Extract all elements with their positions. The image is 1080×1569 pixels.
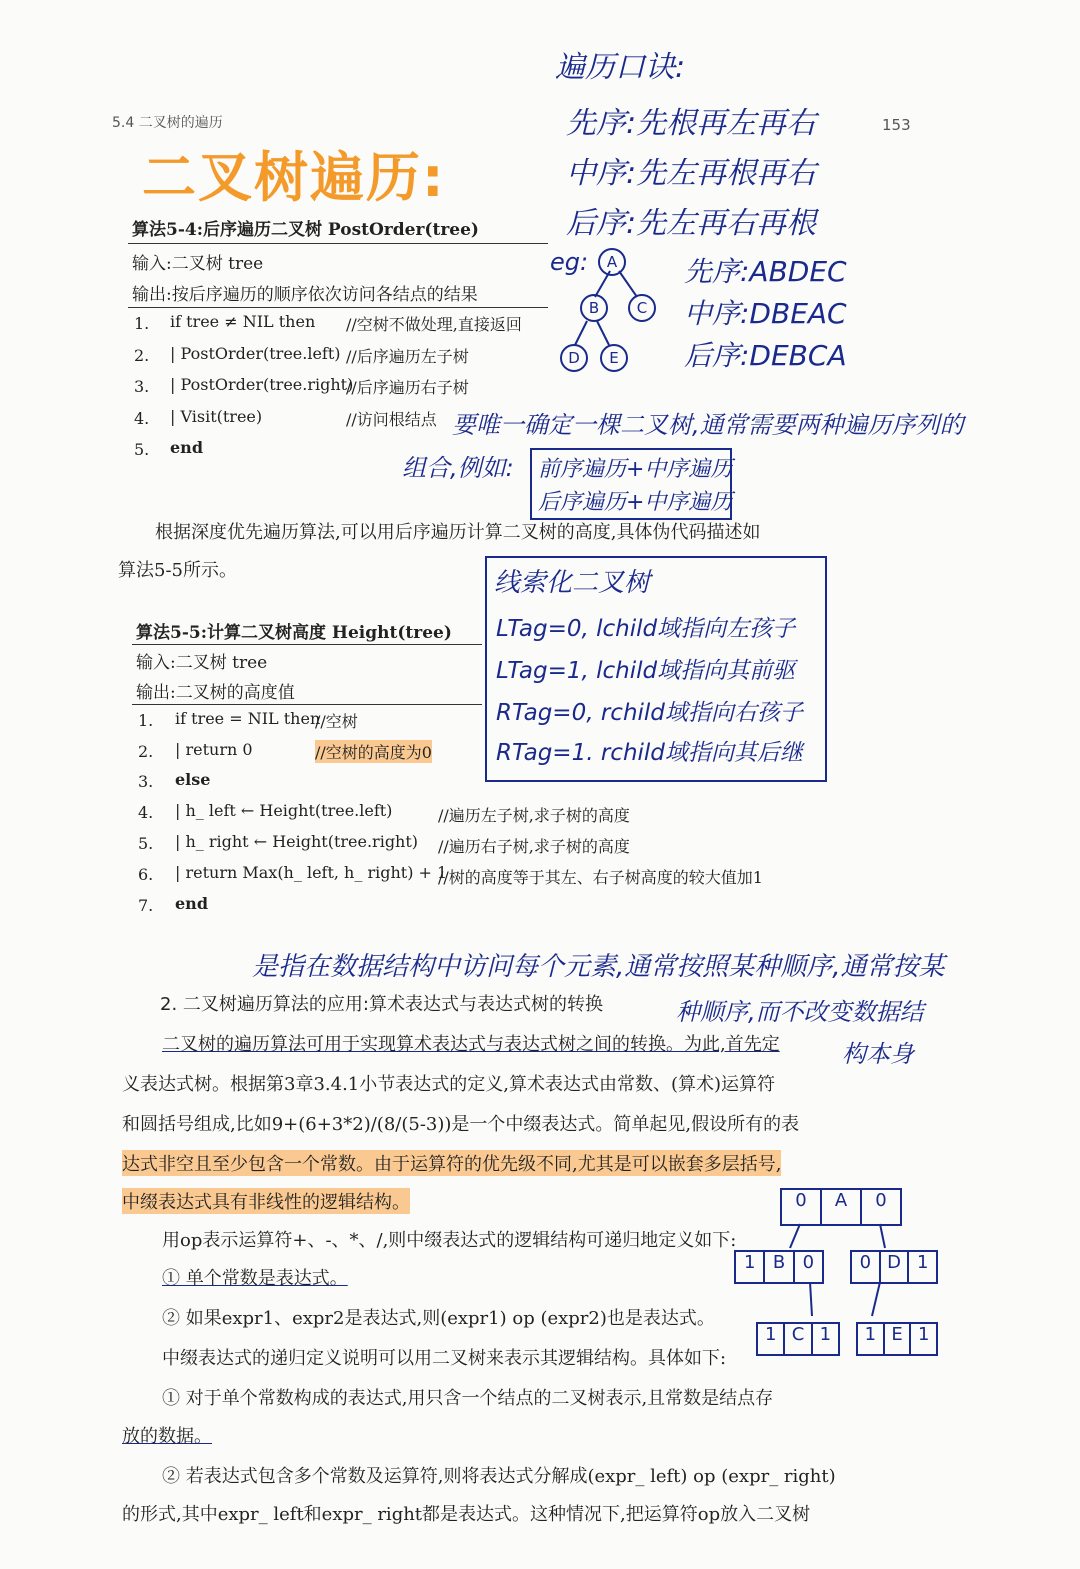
algo55-line-no: 2. xyxy=(138,742,154,761)
algo55-line-comment: //树的高度等于其左、右子树高度的较大值加1 xyxy=(438,868,763,887)
algo55-line-comment: //遍历左子树,求子树的高度 xyxy=(438,806,630,825)
array-cell: 1 xyxy=(764,1324,777,1345)
array-cell: 0 xyxy=(859,1252,872,1273)
para1-line2: 算法5-5所示。 xyxy=(118,560,237,581)
algo55-line-no: 6. xyxy=(138,865,154,884)
tree-node-e: E xyxy=(600,344,628,372)
array-cell: E xyxy=(883,1324,910,1354)
algo55-input: 输入:二叉树 tree xyxy=(136,653,268,673)
algo54-line-no: 4. xyxy=(134,409,150,428)
traverse-def-1: 是指在数据结构中访问每个元素,通常按照某种顺序,通常按某 xyxy=(252,952,945,982)
algo54-line-code: | PostOrder(tree.right) xyxy=(170,375,354,394)
combo-2: 后序遍历+中序遍历 xyxy=(538,490,733,515)
example-preorder: 先序:ABDEC xyxy=(684,255,847,288)
algo55-line-comment: //空树 xyxy=(315,712,358,731)
algo54-line-code: end xyxy=(170,438,203,457)
mnemonic-title: 遍历口诀: xyxy=(555,50,686,85)
algo54-line-comment: //访问根结点 xyxy=(346,410,437,429)
algo55-line-code: | return 0 xyxy=(175,740,253,759)
tree-node-c: C xyxy=(628,294,656,322)
algo55-title: 算法5-5:计算二叉树高度 Height(tree) xyxy=(136,623,452,643)
tree-node-d: D xyxy=(560,344,588,372)
algo55-top-rule xyxy=(132,644,482,645)
algo55-line-code: end xyxy=(175,894,208,913)
algo54-line-no: 3. xyxy=(134,377,150,396)
example-postorder: 后序:DEBCA xyxy=(684,339,847,372)
inorder-rule: 中序:先左再根再右 xyxy=(566,156,817,191)
algo55-line-code: | h_ right ← Height(tree.right) xyxy=(175,832,419,851)
algo55-mid-rule xyxy=(132,704,482,705)
algo55-line-comment: //遍历右子树,求子树的高度 xyxy=(438,837,630,856)
algo54-line-comment: //空树不做处理,直接返回 xyxy=(346,315,522,334)
array-cell: 1 xyxy=(743,1252,756,1273)
array-cell: A xyxy=(820,1190,860,1224)
algo54-line-no: 2. xyxy=(134,346,150,365)
p2-line1: 二叉树的遍历算法可用于实现算术表达式与表达式树之间的转换。为此,首先定 xyxy=(162,1034,780,1055)
array-cell: 1 xyxy=(864,1324,877,1345)
algo54-input: 输入:二叉树 tree xyxy=(132,254,264,274)
algo54-line-code: | PostOrder(tree.left) xyxy=(170,344,341,363)
p4-text: 中缀表达式的递归定义说明可以用二叉树来表示其逻辑结构。具体如下: xyxy=(162,1348,727,1369)
p4-item2-a: ② 若表达式包含多个常数及运算符,则将表达式分解成(expr_ left) op (expr_ right) xyxy=(162,1466,836,1487)
algo55-line-no: 7. xyxy=(138,896,154,915)
p2-line4: 达式非空且至少包含一个常数。由于运算符的优先级不同,尤其是可以嵌套多层括号, xyxy=(122,1150,781,1176)
algo55-output: 输出:二叉树的高度值 xyxy=(136,683,295,703)
algo54-line-code: if tree ≠ NIL then xyxy=(170,312,316,331)
algo54-line-no: 5. xyxy=(134,440,150,459)
thread-rule-4: RTag=1. rchild域指向其后继 xyxy=(496,740,803,766)
algo54-output: 输出:按后序遍历的顺序依次访问各结点的结果 xyxy=(132,285,478,305)
combo-1: 前序遍历+中序遍历 xyxy=(538,457,733,482)
p3-item1: ① 单个常数是表达式。 xyxy=(162,1268,348,1289)
tree-node-a: A xyxy=(598,248,626,276)
array-cell: 1 xyxy=(909,1324,936,1354)
algo54-line-no: 1. xyxy=(134,314,150,333)
p2-line3: 和圆括号组成,比如9+(6+3*2)/(8/(5-3))是一个中缀表达式。简单起见,假设所有的表 xyxy=(122,1114,800,1135)
algo54-title: 算法5-4:后序遍历二叉树 PostOrder(tree) xyxy=(132,220,479,240)
unique-note-2: 组合,例如: xyxy=(402,454,514,482)
algo55-line-code: | return Max(h_ left, h_ right) + 1 xyxy=(175,863,448,882)
algo55-line-no: 3. xyxy=(138,772,154,791)
thread-rule-2: LTag=1, lchild域指向其前驱 xyxy=(496,658,796,684)
unique-note-1: 要唯一确定一棵二叉树,通常需要两种遍历序列的 xyxy=(452,411,964,439)
thread-rule-1: LTag=0, lchild域指向左孩子 xyxy=(496,616,796,642)
node-array-bottom-left xyxy=(756,1322,840,1356)
p3-text: 用op表示运算符+、-、*、/,则中缀表达式的逻辑结构可递归地定义如下: xyxy=(162,1230,737,1251)
node-array-bottom-right xyxy=(856,1322,938,1356)
algo55-line-no: 4. xyxy=(138,803,154,822)
array-cell: 1 xyxy=(811,1324,838,1354)
p4-item1-a: ① 对于单个常数构成的表达式,用只含一个结点的二叉树表示,且常数是结点存 xyxy=(162,1388,774,1409)
algo55-line-no: 1. xyxy=(138,711,154,730)
thread-title: 线索化二叉树 xyxy=(494,568,651,598)
algo55-line-code: | h_ left ← Height(tree.left) xyxy=(175,801,393,820)
section-header: 5.4 二叉树的遍历 xyxy=(112,115,223,131)
algo55-line-code: else xyxy=(175,770,211,789)
p4-item2-b: 的形式,其中expr_ left和expr_ right都是表达式。这种情况下,把运算符op放入二叉树 xyxy=(122,1504,811,1525)
array-cell: C xyxy=(783,1324,810,1354)
algo54-top-rule xyxy=(128,243,548,244)
array-cell: 0 xyxy=(793,1252,822,1282)
p2-line5: 中缀表达式具有非线性的逻辑结构。 xyxy=(122,1188,410,1214)
algo54-line-comment: //后序遍历右子树 xyxy=(346,378,469,397)
p2-line2: 义表达式树。根据第3章3.4.1小节表达式的定义,算术表达式由常数、(算术)运算符 xyxy=(122,1074,776,1095)
p3-item2: ② 如果expr1、expr2是表达式,则(expr1) op (expr2)也是表达式。 xyxy=(162,1308,715,1329)
array-cell: 0 xyxy=(795,1190,807,1211)
algo54-line-comment: //后序遍历左子树 xyxy=(346,347,469,366)
section2-title: 2. 二叉树遍历算法的应用:算术表达式与表达式树的转换 xyxy=(160,994,603,1015)
array-cell: D xyxy=(879,1252,908,1282)
example-label: eg: xyxy=(550,248,589,276)
algo55-line-comment: //空树的高度为0 xyxy=(315,740,432,763)
traverse-def-2: 种顺序,而不改变数据结 xyxy=(676,998,924,1026)
page-number: 153 xyxy=(882,116,911,134)
node-array-arrows xyxy=(740,1220,940,1325)
example-inorder: 中序:DBEAC xyxy=(684,297,847,330)
thread-rule-3: RTag=0, rchild域指向右孩子 xyxy=(496,700,803,726)
p4-item1-b: 放的数据。 xyxy=(122,1426,212,1447)
preorder-rule: 先序:先根再左再右 xyxy=(566,106,817,141)
algo54-mid-rule xyxy=(128,307,548,308)
para1-line1: 根据深度优先遍历算法,可以用后序遍历计算二叉树的高度,具体伪代码描述如 xyxy=(155,522,761,543)
algo55-line-code: if tree = NIL then xyxy=(175,709,321,728)
handwritten-title: 二叉树遍历: xyxy=(142,146,446,209)
array-cell: B xyxy=(763,1252,792,1282)
algo54-line-code: | Visit(tree) xyxy=(170,407,263,426)
array-cell: 1 xyxy=(907,1252,936,1282)
array-cell: 0 xyxy=(860,1190,900,1224)
tree-node-b: B xyxy=(580,294,608,322)
postorder-rule: 后序:先左再右再根 xyxy=(566,206,817,241)
traverse-def-3: 构本身 xyxy=(842,1040,914,1068)
algo55-line-no: 5. xyxy=(138,834,154,853)
